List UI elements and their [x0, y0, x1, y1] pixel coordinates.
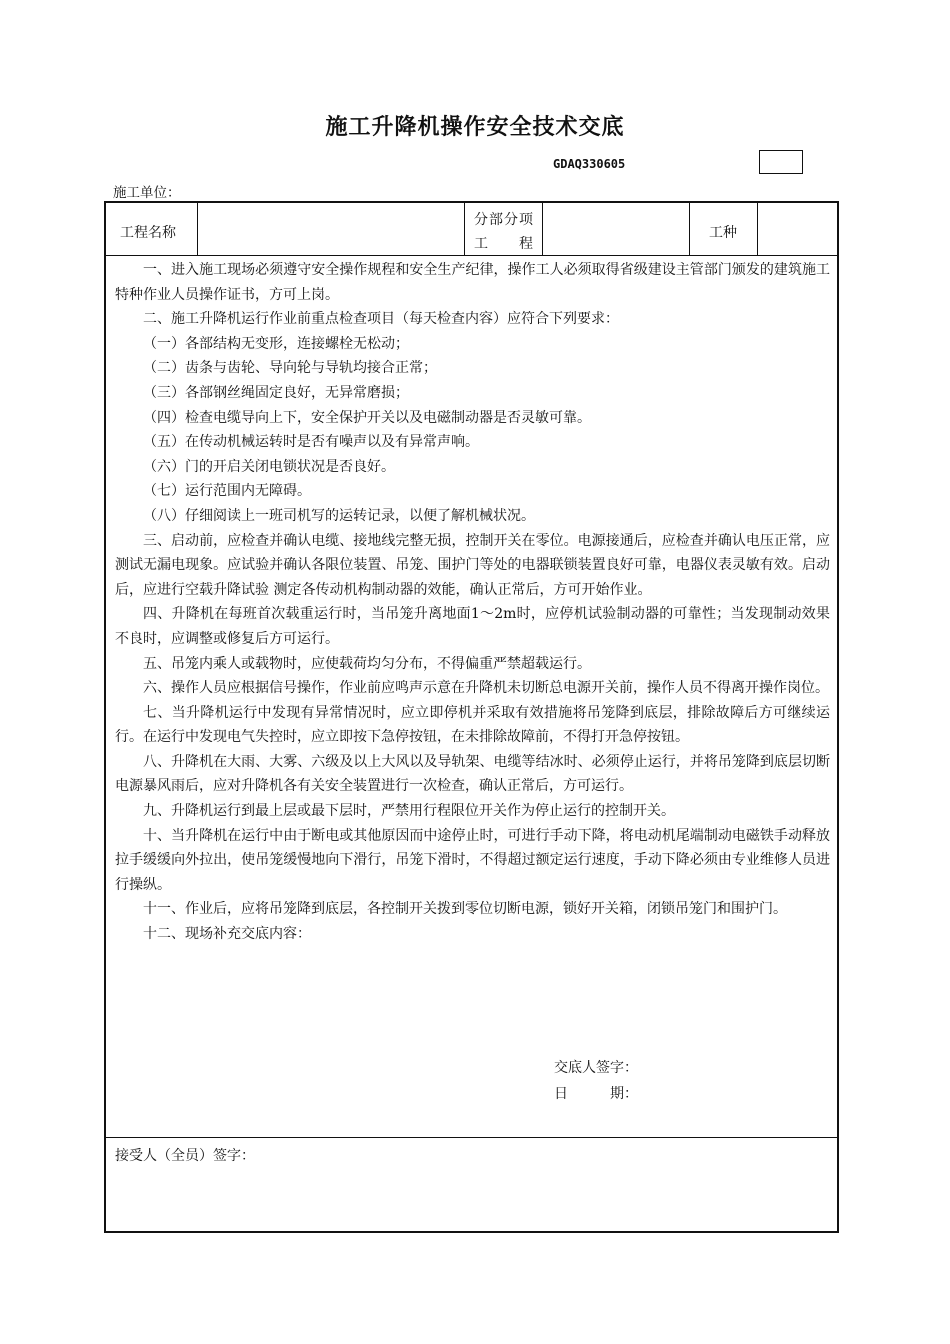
paragraph: 五、吊笼内乘人或载物时，应使载荷均匀分布，不得偏重严禁超载运行。	[143, 655, 591, 672]
sub-project-label-line1: 分部分项	[474, 212, 534, 228]
project-name-field[interactable]	[202, 203, 462, 255]
list-item: （八）仔细阅读上一班司机写的运转记录，以便了解机械状况。	[143, 507, 535, 524]
divider	[106, 255, 837, 256]
project-name-label: 工程名称	[120, 225, 176, 241]
list-item: （五）在传动机械运转时是否有噪声以及有异常声响。	[143, 434, 479, 451]
divider	[689, 203, 690, 255]
divider	[757, 203, 758, 255]
paragraph: 九、升降机运行到最上层或最下层时，严禁用行程限位开关作为停止运行的控制开关。	[143, 803, 675, 820]
list-item: （六）门的开启关闭电锁状况是否良好。	[143, 458, 395, 475]
paragraph: 二、施工升降机运行作业前重点检查项目（每天检查内容）应符合下列要求：	[143, 311, 619, 328]
paragraph: 四、升降机在每班首次载重运行时，当吊笼升离地面1～2m时，应停机试验制动器的可靠性；当发现制动效果不良时，应调整或修复后方可运行。	[115, 606, 830, 647]
work-type-field[interactable]	[761, 203, 833, 255]
sub-project-field[interactable]	[546, 203, 686, 255]
document-title: 施工升降机操作安全技术交底	[325, 115, 625, 140]
paragraph: 八、升降机在大雨、大雾、六级及以上大风以及导轨架、电缆等结冰时、必须停止运行，并将吊笼降到底层切断电源暴风雨后，应对升降机各有关安全装置进行一次检查，确认正常后，方可运行。	[115, 753, 830, 795]
date-label: 日 期：	[554, 1086, 638, 1102]
divider	[106, 1137, 837, 1138]
list-item: （一）各部结构无变形，连接螺栓无松动；	[143, 335, 409, 352]
briefing-content	[115, 258, 830, 947]
list-item: （二）齿条与齿轮、导向轮与导轨均接合正常；	[143, 360, 437, 377]
divider	[197, 203, 198, 255]
construction-unit-label: 施工单位：	[113, 185, 181, 201]
paragraph: 七、当升降机运行中发现有异常情况时，应立即停机并采取有效措施将吊笼降到底层，排除故障后方可继续运行。在运行中发现电气失控时，应立即按下急停按钮，在未排除故障前，不得打开急停按钮。	[115, 704, 830, 746]
paragraph: 十、当升降机在运行中由于断电或其他原因而中途停止时，可进行手动下降，将电动机尾端制动电磁铁手动释放拉手缓缓向外拉出，使吊笼缓慢地向下滑行，吊笼下滑时，不得超过额定运行速度，手动下降必须由专业维修人员进行操纵。	[115, 827, 830, 893]
code-box	[759, 150, 803, 174]
paragraph: 十二、现场补充交底内容：	[143, 926, 311, 943]
work-type-label: 工种	[709, 225, 737, 241]
document-code: GDAQ330605	[553, 157, 626, 171]
divider	[542, 203, 543, 255]
list-item: （七）运行范围内无障碍。	[143, 483, 311, 500]
list-item: （四）检查电缆导向上下，安全保护开关以及电磁制动器是否灵敏可靠。	[143, 409, 591, 426]
signer-label: 交底人签字：	[554, 1060, 638, 1076]
paragraph: 一、进入施工现场必须遵守安全操作规程和安全生产纪律，操作工人必须取得省级建设主管部门颁发的建筑施工特种作业人员操作证书，方可上岗。	[115, 262, 830, 303]
divider	[464, 203, 465, 255]
receiver-signature-label: 接受人（全员）签字：	[115, 1148, 255, 1164]
paragraph: 十一、作业后，应将吊笼降到底层，各控制开关拨到零位切断电源，锁好开关箱，闭锁吊笼门和围护门。	[143, 901, 787, 918]
paragraph: 三、启动前，应检查并确认电缆、接地线完整无损，控制开关在零位。电源接通后，应检查并确认电压正常，应测试无漏电现象。应试验并确认各限位装置、吊笼、围护门等处的电器联锁装置良好可靠，电器仪表灵敏有效。启动后，应进行空载升降试验 测定各传动机构制动器的效能，确认正常后，方可开始作业。	[115, 532, 830, 598]
paragraph: 六、操作人员应根据信号操作，作业前应鸣声示意在升降机未切断总电源开关前，操作人员不得离开操作岗位。	[143, 680, 829, 697]
briefing-table	[104, 201, 839, 1233]
list-item: （三）各部钢丝绳固定良好，无异常磨损；	[143, 384, 409, 401]
receiver-signature-area[interactable]	[106, 1169, 837, 1229]
sub-project-label-line2: 工 程	[474, 236, 534, 252]
